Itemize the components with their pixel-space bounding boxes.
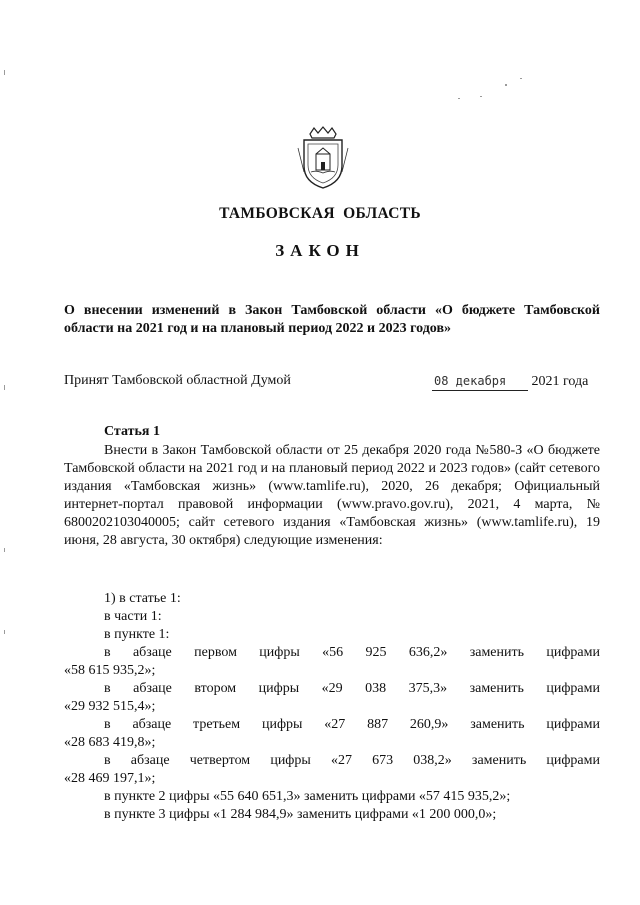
point-1: в пункте 1: — [104, 627, 170, 642]
paragraph-first-value: «58 615 935,2»; — [64, 663, 156, 678]
law-subject: О внесении изменений в Закон Тамбовской области «О бюджете Тамбовской области на 2021 год и на плановый период 2022 и 2023 годов» — [64, 303, 600, 336]
scan-speck — [4, 548, 5, 552]
scan-speck — [4, 70, 5, 75]
paragraph-fourth-value: «28 469 197,1»; — [64, 771, 156, 786]
scan-speck — [458, 98, 460, 99]
region-title: ТАМБОВСКАЯ ОБЛАСТЬ — [219, 205, 421, 222]
paragraph-fourth: в абзаце четвертом цифры «27 673 038,2» заменить цифрами — [104, 753, 600, 768]
paragraph-second-value: «29 932 515,4»; — [64, 699, 156, 714]
scan-speck — [520, 78, 522, 79]
paragraph-third-value: «28 683 419,8»; — [64, 735, 156, 750]
paragraph-first: в абзаце первом цифры «56 925 636,2» заменить цифрами — [104, 645, 600, 660]
scan-speck — [505, 84, 507, 86]
article-title: Статья 1 — [104, 424, 160, 439]
adoption-year: 2021 года — [531, 374, 589, 389]
document-type-title: ЗАКОН — [275, 241, 365, 260]
coat-of-arms-icon — [296, 126, 350, 190]
point-3: в пункте 3 цифры «1 284 984,9» заменить цифрами «1 200 000,0»; — [104, 807, 497, 822]
item-1: 1) в статье 1: — [104, 591, 181, 606]
handwritten-date: 08 декабря — [432, 372, 528, 391]
part-1: в части 1: — [104, 609, 162, 624]
adoption-date — [432, 372, 588, 391]
scan-speck — [480, 96, 482, 97]
article-intro: Внести в Закон Тамбовской области от 25 декабря 2020 года №580-З «О бюджете Тамбовской области на 2021 год и на плановый период 2022 и 2023 годов» (сайт сетевого издания «Тамбовская жизнь» (www.tamlife.ru), 2020, 26 декабря; Официальный интернет-портал правовой информации (www.pravo.gov.ru), 2021, 4 марта, № 6800202103040005; сайт сетевого издания «Тамбовская жизнь» (www.tamlife.ru), 19 июня, 28 августа, 30 октября) следующие изменения: — [64, 443, 600, 548]
point-2: в пункте 2 цифры «55 640 651,3» заменить цифрами «57 415 935,2»; — [104, 789, 511, 804]
scan-speck — [4, 630, 5, 634]
paragraph-second: в абзаце втором цифры «29 038 375,3» заменить цифрами — [104, 681, 600, 696]
adoption-text: Принят Тамбовской областной Думой — [64, 373, 291, 388]
paragraph-third: в абзаце третьем цифры «27 887 260,9» заменить цифрами — [104, 717, 600, 732]
scan-speck — [4, 385, 5, 390]
